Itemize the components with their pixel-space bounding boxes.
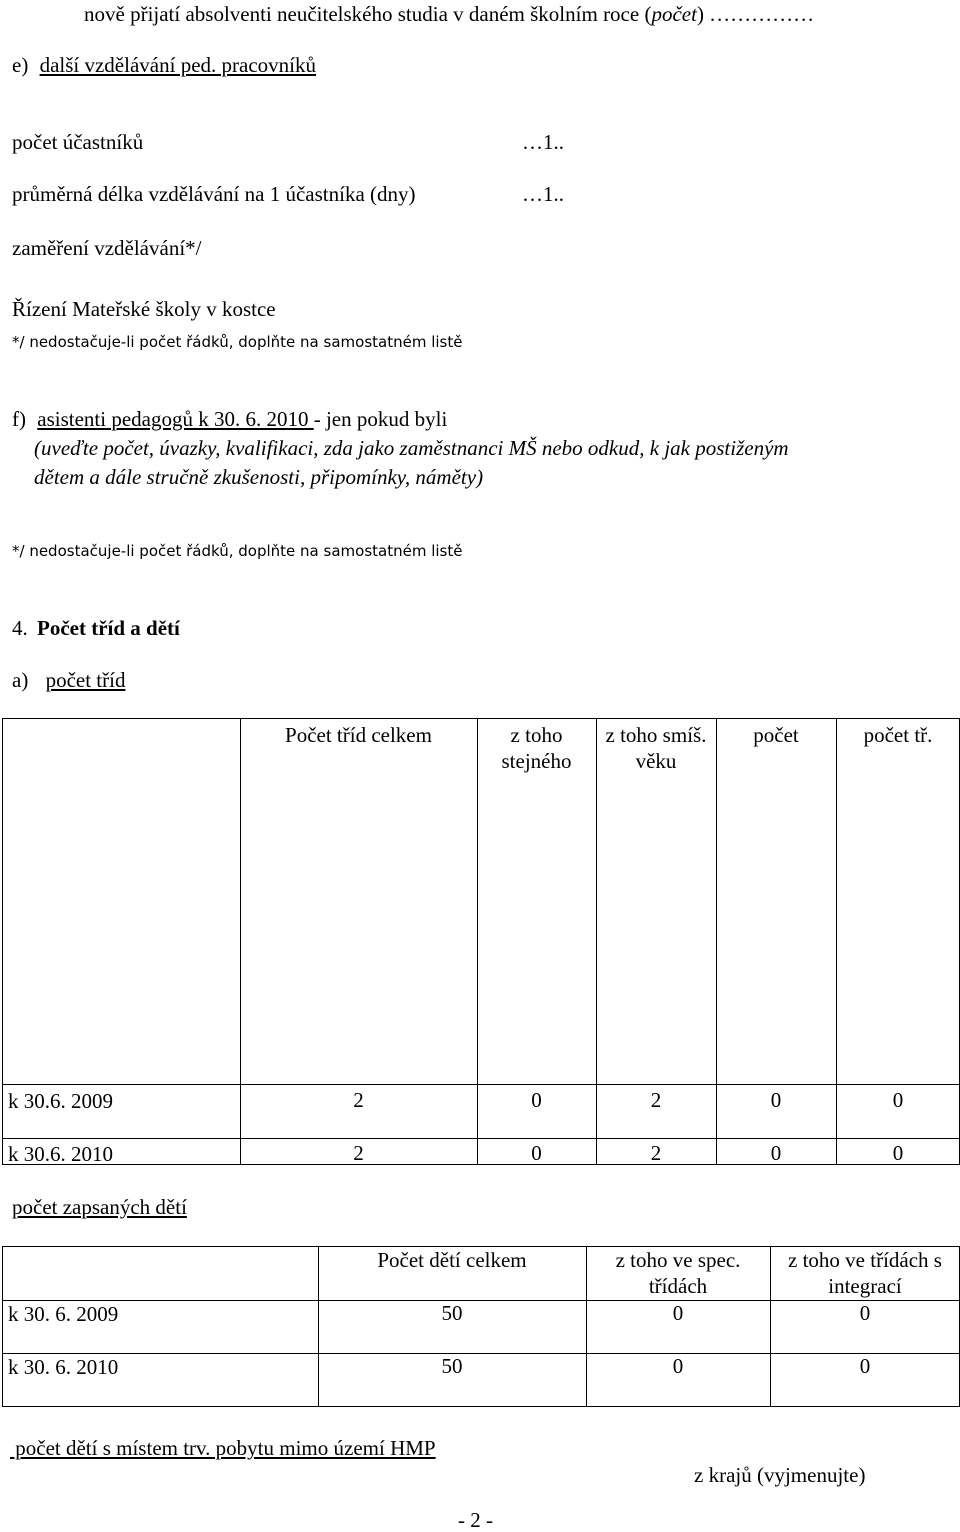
class-table-row-label: k 30.6. 2009 <box>8 1089 113 1113</box>
children-table-cell: 0 <box>672 1301 684 1325</box>
regions-label: z krajů (vyjmenujte) <box>694 1463 866 1487</box>
section-4a-title: počet tříd <box>45 668 126 692</box>
section-4a-heading <box>12 670 125 691</box>
children-table-row-label: k 30. 6. 2009 <box>8 1302 119 1326</box>
children-table-cell: 0 <box>859 1354 871 1378</box>
class-table-cell: 0 <box>770 1141 782 1165</box>
section-4a-label: a) <box>12 668 29 692</box>
enrolled-title: počet zapsaných dětí <box>12 1195 187 1219</box>
class-table-header: Počet tříd celkem <box>285 723 432 747</box>
avg-length-label: průměrná délka vzdělávání na 1 účastníka (dny) <box>12 182 416 206</box>
class-table-cell: 2 <box>650 1141 662 1165</box>
class-table-cell: 2 <box>650 1088 662 1112</box>
children-table-header: z toho ve třídách s integrací <box>788 1248 942 1298</box>
new-graduates-tail: ) …………… <box>696 2 815 26</box>
class-table-cell: 0 <box>531 1088 542 1112</box>
children-table-cell: 50 <box>441 1354 463 1378</box>
children-table-cell: 50 <box>441 1301 463 1325</box>
children-table-header: Počet dětí celkem <box>377 1248 527 1272</box>
new-graduates-line <box>84 4 814 25</box>
children-table-header: z toho ve spec. třídách <box>615 1248 741 1298</box>
class-table-row-label: k 30.6. 2010 <box>8 1142 113 1166</box>
class-table-cell: 0 <box>892 1141 904 1165</box>
section-f-title-tail: - jen pokud byli <box>313 407 448 431</box>
section-f-heading <box>12 409 447 430</box>
page-number: - 2 - <box>458 1508 493 1532</box>
class-table-cell: 2 <box>353 1088 364 1112</box>
class-table-header-divider <box>2 1084 960 1085</box>
class-table-header: z toho stejného <box>501 723 572 773</box>
class-table-cell: 0 <box>770 1088 782 1112</box>
focus-value: Řízení Mateřské školy v kostce <box>12 297 276 321</box>
class-table-cell: 0 <box>531 1141 542 1165</box>
section-f-footnote: */ nedostačuje-li počet řádků, doplňte na samostatném listě <box>12 542 463 560</box>
section-f-label: f) <box>12 407 26 431</box>
residence-title: počet dětí s místem trv. pobytu mimo území HMP <box>10 1436 436 1460</box>
section-e-footnote: */ nedostačuje-li počet řádků, doplňte na samostatném listě <box>12 333 463 351</box>
class-table-cell: 2 <box>353 1141 364 1165</box>
children-table-cell: 0 <box>859 1301 871 1325</box>
section-e-heading <box>12 55 316 76</box>
avg-length-value: …1.. <box>522 182 564 206</box>
participants-value: …1.. <box>522 130 564 154</box>
section-e-label: e) <box>12 53 29 77</box>
section-f-title: asistenti pedagogů k 30. 6. 2010 <box>37 407 314 431</box>
children-table-cell: 0 <box>672 1354 684 1378</box>
new-graduates-label: nově přijatí absolventi neučitelského studia v daném školním roce ( <box>84 2 652 26</box>
children-table-row-label: k 30. 6. 2010 <box>8 1355 119 1379</box>
class-table-cell: 0 <box>892 1088 904 1112</box>
new-graduates-count-word: počet <box>651 2 697 26</box>
class-table-row-divider <box>2 1138 960 1139</box>
section-4-title: Počet tříd a dětí <box>37 616 180 640</box>
section-f-instruction-line2: dětem a dále stručně zkušenosti, připomínky, náměty) <box>34 465 484 489</box>
section-4-heading <box>12 618 180 639</box>
class-table-header: počet <box>753 723 799 747</box>
focus-label: zaměření vzdělávání*/ <box>12 236 202 260</box>
section-e-title: další vzdělávání ped. pracovníků <box>39 53 316 77</box>
section-f-instruction-line1: (uveďte počet, úvazky, kvalifikaci, zda jako zaměstnanci MŠ nebo odkud, k jak postiženým <box>34 436 789 460</box>
section-4-number: 4. <box>12 616 28 640</box>
participants-label: počet účastníků <box>12 130 144 154</box>
class-table-header: počet tř. <box>863 723 933 747</box>
class-table-header: z toho smíš. věku <box>605 723 707 773</box>
